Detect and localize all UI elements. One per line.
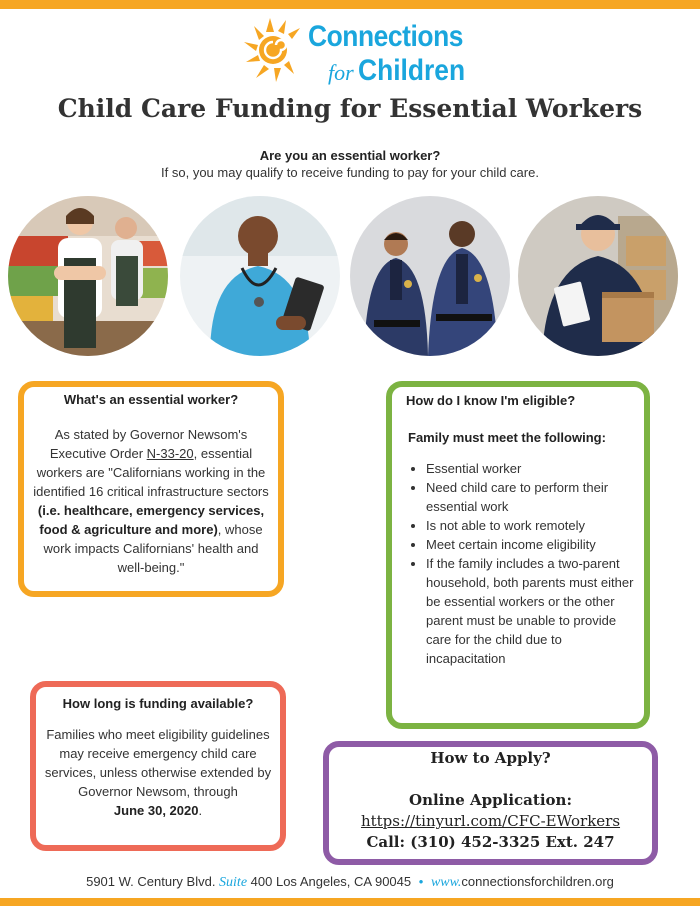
logo-children: Children	[358, 54, 466, 87]
essential-text	[32, 425, 270, 577]
essential-sectors: (i.e. healthcare, emergency services, food & agriculture and more)	[37, 503, 265, 537]
essential-title: What's an essential worker?	[63, 392, 239, 407]
footer-address-2: 400 Los Angeles, CA 90045	[247, 874, 412, 889]
list-item: • Need child care to perform their essential work	[426, 478, 636, 516]
list-item: • Meet certain income eligibility	[426, 535, 636, 554]
footer-address-1: 5901 W. Century Blvd.	[86, 874, 220, 889]
logo	[240, 14, 470, 86]
eligibility-title: How do I know I'm eligible?	[406, 393, 576, 408]
essential-text-3: , whose work impacts Californians' health and well-being."	[43, 522, 263, 575]
online-application-label: Online Application:	[409, 791, 572, 809]
eligibility-box	[386, 381, 650, 729]
footer	[0, 874, 700, 891]
photo-delivery-worker	[518, 196, 678, 356]
intro-subtext: If so, you may qualify to receive funding to pay for your child care.	[161, 165, 539, 180]
footer-www[interactable]: www.	[430, 875, 462, 890]
list-item: • If the family includes a two-parent household, both parents must either be essential workers or the other parent must be unable to provide care for the child due to incapacitation	[426, 554, 636, 668]
funding-box	[30, 681, 286, 851]
funding-date: June 30, 2020	[113, 803, 199, 818]
executive-order-number: N-33-20	[146, 446, 194, 461]
logo-for: for	[328, 60, 354, 85]
sun-logo-icon	[240, 14, 312, 86]
footer-bullet: •	[418, 874, 424, 889]
essential-text-2: , essential workers are "Californians working in the identified 16 critical infrastructure sectors	[33, 446, 269, 499]
photo-healthcare-worker	[180, 196, 340, 356]
list-item: • Essential worker	[426, 459, 636, 478]
eligibility-list	[392, 459, 644, 668]
essential-text-1: As stated by Governor Newsom's Executive Order	[49, 427, 248, 461]
logo-for-children	[328, 54, 480, 88]
funding-end: .	[198, 803, 203, 818]
photo-police-officers	[350, 196, 510, 356]
top-bar	[0, 0, 700, 9]
funding-title: How long is funding available?	[62, 696, 254, 711]
intro-question: Are you an essential worker?	[259, 148, 441, 163]
apply-title: How to Apply?	[430, 749, 551, 767]
footer-suite: Suite	[219, 875, 248, 890]
funding-text	[42, 725, 274, 820]
page-title: Child Care Funding for Essential Workers	[57, 94, 643, 123]
phone-number: Call: (310) 452-3325 Ext. 247	[366, 833, 615, 851]
funding-text-body: Families who meet eligibility guidelines may receive emergency child care services, unless otherwise extended by Governor Newsom, through	[44, 727, 272, 799]
footer-website[interactable]: connectionsforchildren.org	[461, 874, 614, 889]
logo-connections: Connections	[308, 20, 464, 53]
list-item: • Is not able to work remotely	[426, 516, 636, 535]
eligibility-subtitle: Family must meet the following:	[408, 430, 606, 445]
bottom-bar	[0, 898, 700, 906]
photo-food-workers	[8, 196, 168, 356]
essential-worker-box	[18, 381, 284, 597]
apply-box	[323, 741, 658, 865]
application-link[interactable]: https://tinyurl.com/CFC-EWorkers	[360, 812, 621, 830]
